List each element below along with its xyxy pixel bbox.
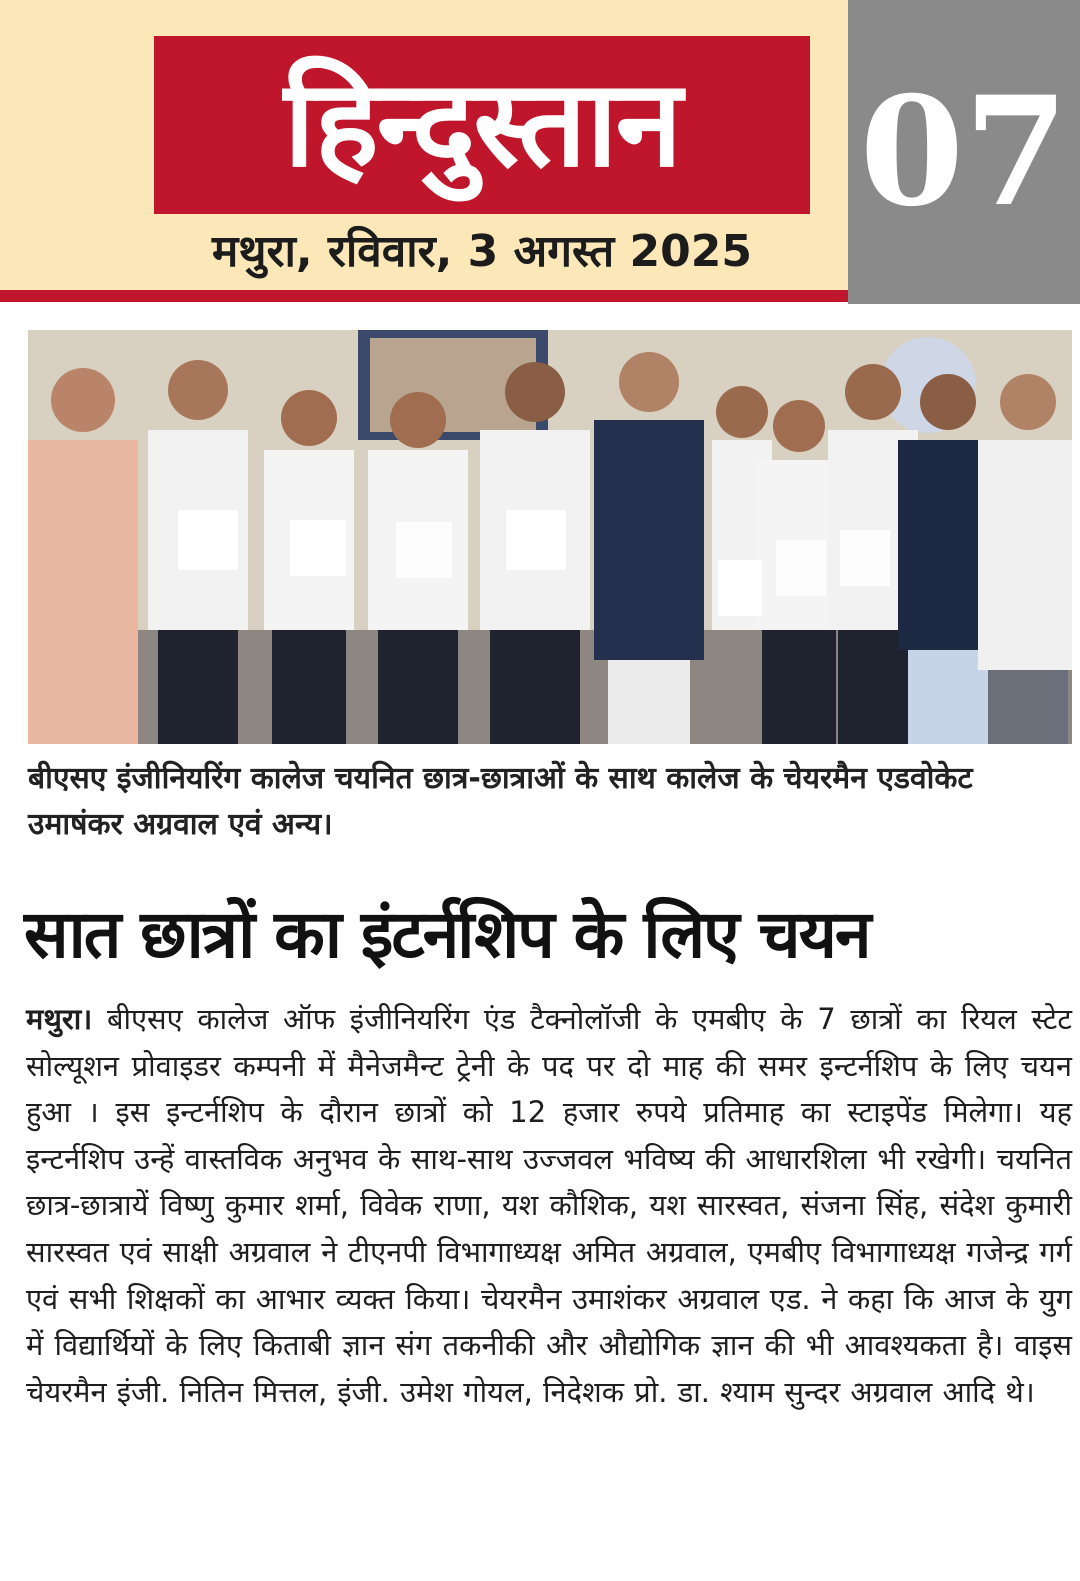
newspaper-logo	[154, 36, 810, 214]
group-photo-illustration	[28, 330, 1072, 744]
article-lead: मथुरा।	[26, 1002, 93, 1036]
article-body	[26, 996, 1072, 1415]
photo-caption: बीएसए इंजीनियरिंग कालेज चयनित छात्र-छात्राओं के साथ कालेज के चेयरमैन एडवोकेट उमाषंकर अग्रवाल एवं अन्य।	[28, 761, 973, 842]
masthead-rule	[0, 290, 848, 302]
page-number: 07	[859, 64, 1069, 240]
headline: सात छात्रों का इंटर्नशिप के लिए चयन	[24, 896, 870, 973]
dateline: मथुरा, रविवार, 3 अगस्त 2025	[212, 226, 752, 277]
logo-text: हिन्दुस्तान	[283, 55, 681, 194]
group-photo-image	[28, 330, 1072, 744]
page-bottom	[0, 1566, 1080, 1581]
article-text: बीएसए कालेज ऑफ इंजीनियरिंग एंड टैक्नोलॉजी के एमबीए के 7 छात्रों का रियल स्टेट सोल्यूशन प्रोवाइडर कम्पनी में मैनेजमैन्ट ट्रेनी के पद पर दो माह की समर इन्टर्नशिप के लिए चयन हुआ । इस इन्टर्नशिप के दौरान छात्रों को 12 हजार रुपये प्रतिमाह का स्टाइपेंड मिलेगा। यह इन्टर्नशिप उन्हें वास्तविक अनुभव के साथ-साथ उज्जवल भविष्य की आधारशिला भी रखेगी। चयनित छात्र-छात्रायें विष्णु कुमार शर्मा, विवेक राणा, यश कौशिक, यश सारस्वत, संजना सिंह, संदेश कुमारी सारस्वत एवं साक्षी अग्रवाल ने टीएनपी विभागाध्यक्ष अमित अग्रवाल, एमबीए विभागाध्यक्ष गजेन्द्र गर्ग एवं सभी शिक्षकों का आभार व्यक्त किया। चेयरमैन उमाशंकर अग्रवाल एड. ने कहा कि आज के युग में विद्यार्थियों के लिए किताबी ज्ञान संग तकनीकी और औद्योगिक ज्ञान की भी आवश्यकता है। वाइस चेयरमैन इंजी. नितिन मित्तल, इंजी. उमेश गोयल, निदेशक प्रो. डा. श्याम सुन्दर अग्रवाल आदि थे।	[26, 1002, 1073, 1409]
page-number-box	[848, 0, 1080, 304]
masthead	[0, 0, 1080, 304]
